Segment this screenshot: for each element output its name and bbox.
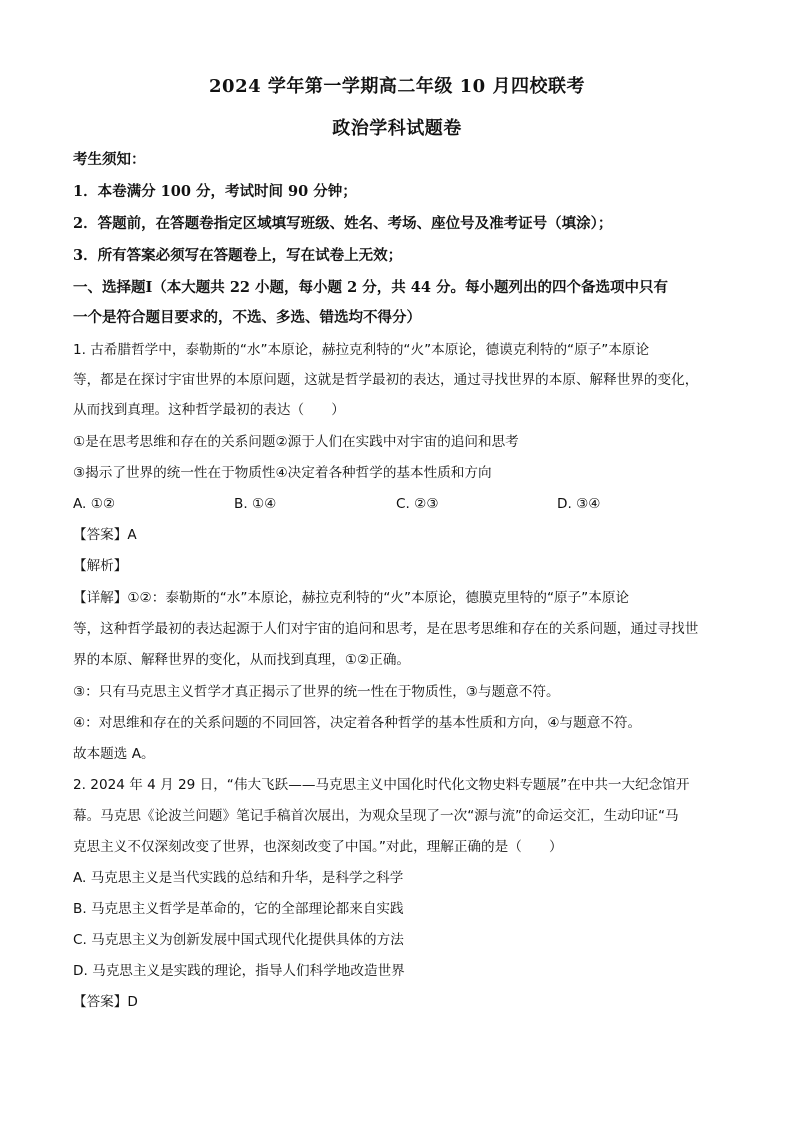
notice-heading: 考生须知： [73,151,146,168]
q1-analysis-label: 【解析】 [73,558,128,574]
section-heading: 一、选择题Ⅰ（本大题共 22 小题，每小题 2 分，共 44 分。每小题列出的四个备选项中只有 [73,279,669,296]
answer-value: D [127,994,138,1010]
exam-title: 2024 学年第一学期高二年级 10 月四校联考 [209,76,585,97]
answer-label: 【答案】 [73,527,128,543]
section-heading: 一个是符合题目要求的，不选、多选、错选均不得分） [73,309,421,326]
notice-item: 2．答题前，在答题卷指定区域填写班级、姓名、考场、座位号及准考证号（填涂）； [73,215,613,232]
q1-statements: ①是在思考思维和存在的关系问题②源于人们在实践中对宇宙的追问和思考 [73,434,519,450]
detail-label: 【详解】 [73,590,128,606]
q2-stem: 幕。马克思《论波兰问题》笔记手稿首次展出，为观众呈现了一次“源与流”的命运交汇，生动印证“马 [73,808,679,824]
notice-item: 1．本卷满分 100 分，考试时间 90 分钟； [73,183,357,200]
q1-detail: 等，这种哲学最初的表达起源于人们对宇宙的追问和思考，是在思考思维和存在的关系问题，通过寻找世 [73,621,699,637]
q2-answer [73,992,723,1012]
answer-label: 【答案】 [73,994,128,1010]
q1-statements: ③揭示了世界的统一性在于物质性④决定着各种哲学的基本性质和方向 [73,465,492,481]
q1-option-b: B. ①④ [234,496,277,512]
q2-option-c: C. 马克思主义为创新发展中国式现代化提供具体的方法 [73,932,404,948]
q1-stem: 等，都是在探讨宇宙世界的本原问题，这就是哲学最初的表达，通过寻找世界的本原、解释世界的变化， [73,372,699,388]
q2-option-d: D. 马克思主义是实践的理论，指导人们科学地改造世界 [73,963,405,979]
answer-value: A [127,527,137,543]
q1-answer [73,525,723,545]
q2-option-a: A. 马克思主义是当代实践的总结和升华，是科学之科学 [73,870,404,886]
q1-option-a: A. ①② [73,496,116,512]
q2-stem: 克思主义不仅深刻改变了世界，也深刻改变了中国。”对此，理解正确的是（ ） [73,839,563,855]
q1-detail: ④：对思维和存在的关系问题的不同回答，决定着各种哲学的基本性质和方向，④与题意不符。 [73,715,642,731]
notice-item: 3．所有答案必须写在答题卷上，写在试卷上无效； [73,247,403,264]
q2-option-b: B. 马克思主义哲学是革命的，它的全部理论都来自实践 [73,901,404,917]
q1-conclusion: 故本题选 A。 [73,746,155,762]
q1-detail: ③：只有马克思主义哲学才真正揭示了世界的统一性在于物质性，③与题意不符。 [73,684,560,700]
detail-text: ①②：泰勒斯的“水”本原论，赫拉克利特的“火”本原论，德膜克里特的“原子”本原论 [127,590,630,606]
q1-option-c: C. ②③ [396,496,439,512]
exam-subtitle: 政治学科试题卷 [332,118,462,139]
q1-stem: 1. 古希腊哲学中，泰勒斯的“水”本原论，赫拉克利特的“火”本原论，德谟克利特的“原子”本原论 [73,342,650,358]
q2-stem: 2. 2024 年 4 月 29 日，“伟大飞跃——马克思主义中国化时代化文物史料专题展”在中共一大纪念馆开 [73,777,690,793]
q1-option-d: D. ③④ [557,496,601,512]
q1-stem: 从而找到真理。这种哲学最初的表达（ ） [73,402,345,418]
q1-detail [73,588,723,608]
q1-detail: 界的本原、解释世界的变化，从而找到真理，①②正确。 [73,652,411,668]
